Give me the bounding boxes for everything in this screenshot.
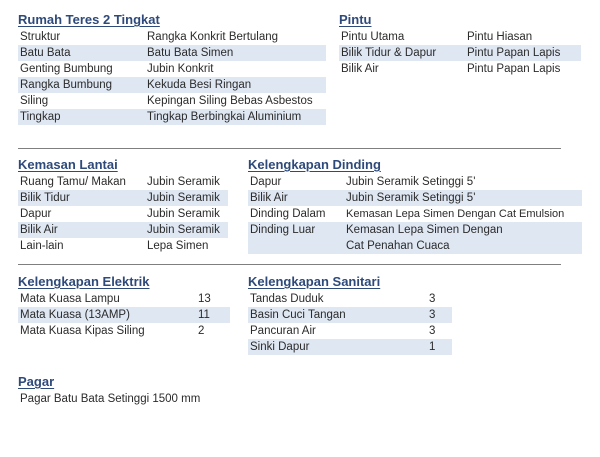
row-value: Pagar Batu Bata Setinggi 1500 mm [20, 393, 201, 405]
row-label: Genting Bumbung [20, 63, 113, 75]
row-label: Bilik Air [20, 224, 58, 236]
row-value: 3 [429, 309, 436, 321]
row-value: 2 [198, 325, 205, 337]
table-row [248, 238, 582, 254]
row-value: Batu Bata Simen [147, 47, 234, 59]
row-value: 11 [198, 309, 210, 321]
table-row [339, 61, 581, 77]
section-divider [18, 264, 561, 265]
table-row [248, 206, 582, 222]
row-label: Ruang Tamu/ Makan [20, 176, 126, 188]
pagar-text [18, 391, 318, 407]
row-label: Sinki Dapur [250, 341, 310, 353]
row-label: Lain-lain [20, 240, 64, 252]
section-kelengkapan-sanitari [248, 273, 452, 355]
table-row [18, 206, 228, 222]
row-value: 3 [429, 293, 436, 305]
table-row [18, 174, 228, 190]
table-row [339, 45, 581, 61]
section-title: Kelengkapan Dinding [248, 157, 381, 172]
section-title: Pintu [339, 12, 372, 27]
table-row [248, 323, 452, 339]
row-value: 3 [429, 325, 436, 337]
row-value: Pintu Papan Lapis [467, 47, 561, 59]
section-kelengkapan-elektrik [18, 273, 230, 339]
row-label: Dapur [250, 176, 282, 188]
table-row [18, 93, 326, 109]
table-row [18, 109, 326, 125]
row-label: Mata Kuasa Kipas Siling [20, 325, 145, 337]
row-label: Dinding Dalam [250, 208, 326, 220]
row-value: Jubin Seramik Setinggi 5' [346, 176, 476, 188]
table-row [18, 291, 230, 307]
row-value: Pintu Papan Lapis [467, 63, 561, 75]
section-divider [18, 148, 561, 149]
row-value: Jubin Seramik [147, 208, 220, 220]
row-label: Struktur [20, 31, 61, 43]
row-label: Dinding Luar [250, 224, 316, 236]
table-row [248, 339, 452, 355]
section-kemasan-lantai [18, 156, 228, 254]
row-value: Tingkap Berbingkai Aluminium [147, 111, 302, 123]
row-label: Siling [20, 95, 49, 107]
row-label: Pintu Utama [341, 31, 405, 43]
section-kelengkapan-dinding [248, 156, 582, 254]
section-title: Rumah Teres 2 Tingkat [18, 12, 160, 27]
row-label: Tingkap [20, 111, 61, 123]
table-row [248, 190, 582, 206]
row-value: 1 [429, 341, 436, 353]
row-label: Tandas Duduk [250, 293, 324, 305]
row-value: Jubin Seramik [147, 176, 220, 188]
section-title: Kelengkapan Sanitari [248, 274, 381, 289]
section-pintu [339, 11, 581, 77]
section-pagar [18, 373, 318, 407]
row-label: Pancuran Air [250, 325, 316, 337]
table-row [18, 29, 326, 45]
table-row [18, 190, 228, 206]
table-row [18, 61, 326, 77]
row-value: Jubin Seramik Setinggi 5' [346, 192, 476, 204]
section-rumah-teres [18, 11, 326, 125]
row-value: Jubin Seramik [147, 224, 220, 236]
row-value: Rangka Konkrit Bertulang [147, 31, 279, 43]
row-label: Mata Kuasa Lampu [20, 293, 120, 305]
table-row [18, 238, 228, 254]
table-row [18, 45, 326, 61]
row-value: Kemasan Lepa Simen Dengan [346, 224, 503, 236]
row-value: Lepa Simen [147, 240, 209, 252]
row-value: Jubin Konkrit [147, 63, 214, 75]
table-row [339, 29, 581, 45]
table-row [248, 291, 452, 307]
table-row [248, 222, 582, 238]
row-label: Dapur [20, 208, 52, 220]
row-label: Bilik Air [250, 192, 288, 204]
table-row [18, 307, 230, 323]
row-label: Bilik Tidur [20, 192, 70, 204]
row-label: Batu Bata [20, 47, 71, 59]
row-value: Cat Penahan Cuaca [346, 240, 450, 252]
row-label: Rangka Bumbung [20, 79, 113, 91]
table-row [18, 323, 230, 339]
row-label: Basin Cuci Tangan [250, 309, 346, 321]
section-title: Kelengkapan Elektrik [18, 274, 150, 289]
row-value: Kepingan Siling Bebas Asbestos [147, 95, 313, 107]
section-title: Kemasan Lantai [18, 157, 118, 172]
row-value: Pintu Hiasan [467, 31, 533, 43]
row-label: Bilik Tidur & Dapur [341, 47, 437, 59]
table-row [248, 174, 582, 190]
row-value: Kemasan Lepa Simen Dengan Cat Emulsion [346, 208, 565, 220]
table-row [18, 222, 228, 238]
row-label: Mata Kuasa (13AMP) [20, 309, 130, 321]
row-label: Bilik Air [341, 63, 379, 75]
section-title: Pagar [18, 374, 55, 389]
table-row [248, 307, 452, 323]
row-value: Jubin Seramik [147, 192, 220, 204]
row-value: Kekuda Besi Ringan [147, 79, 252, 91]
row-value: 13 [198, 293, 211, 305]
table-row [18, 77, 326, 93]
